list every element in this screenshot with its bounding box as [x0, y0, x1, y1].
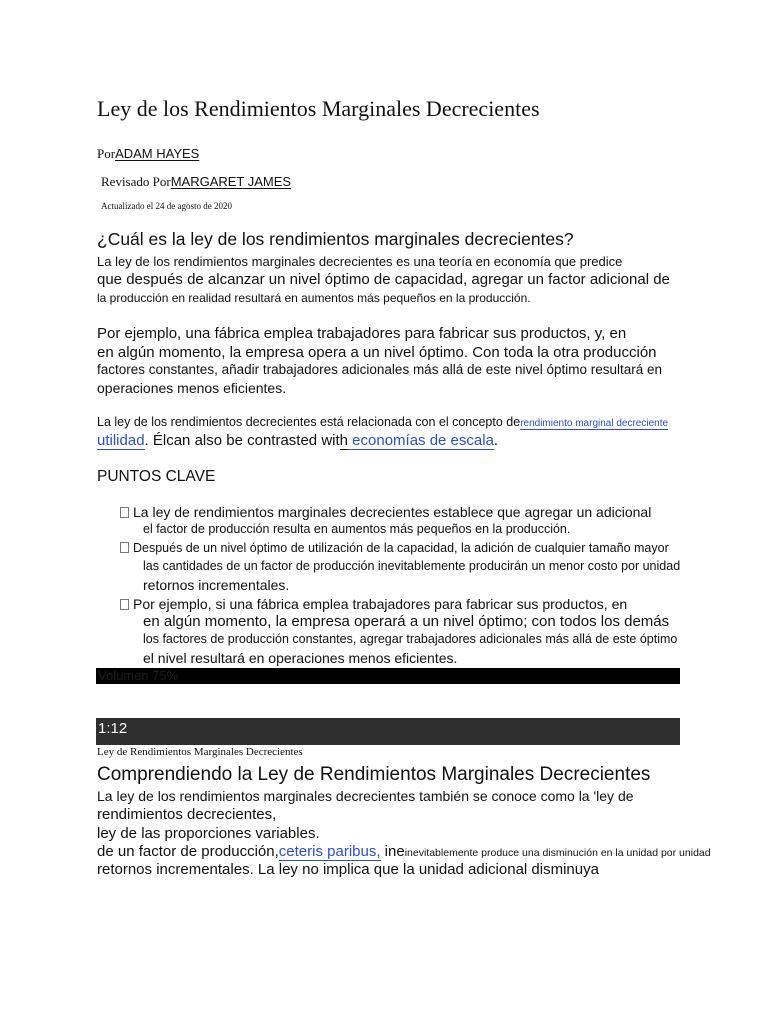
related-concept-line — [97, 415, 668, 429]
marginal-link[interactable]: rendimiento marginal decreciente — [520, 418, 669, 429]
key-point-line: Después de un nivel óptimo de utilización de la capacidad, la adición de cualquier tamaño mayor — [133, 541, 669, 555]
video-time-bar[interactable] — [96, 718, 680, 745]
volume-label: Volumen 75% — [98, 668, 179, 683]
paragraph-line: La ley de los rendimientos marginales decrecientes es una teoría en economía que predice — [97, 254, 623, 269]
paragraph-line: retornos incrementales. La ley no implica que la unidad adicional disminuya — [97, 861, 599, 878]
section-heading-understanding: Comprendiendo la Ley de Rendimientos Marginales Decrecientes — [97, 764, 651, 785]
paragraph-line: La ley de los rendimientos marginales decrecientes también se conoce como la 'ley de — [97, 788, 634, 804]
line4-mid: ine — [380, 843, 405, 860]
byline — [97, 146, 199, 162]
author-link[interactable]: ADAM HAYES — [115, 146, 200, 161]
paragraph-line: operaciones menos eficientes. — [97, 380, 287, 396]
video-time: 1:12 — [98, 720, 128, 737]
line4-small: inevitablemente produce una disminución en la unidad por unidad — [404, 847, 711, 859]
reviewer-link[interactable]: MARGARET JAMES — [170, 174, 292, 189]
utility-link[interactable]: utilidad — [97, 432, 145, 449]
economies-of-scale-link[interactable]: economías de escala — [348, 432, 494, 449]
page-title: Ley de los Rendimientos Marginales Decrecientes — [97, 96, 540, 121]
paragraph-line: rendimientos decrecientes, — [97, 806, 277, 823]
paragraph-line: en algún momento, la empresa opera a un nivel óptimo. Con toda la otra producción — [97, 344, 657, 361]
reviewed-by — [101, 174, 295, 190]
contrast-end: . — [493, 432, 499, 449]
key-point-line: retornos incrementales. — [143, 577, 290, 593]
paragraph-line — [97, 843, 711, 860]
key-point-item — [120, 541, 669, 555]
bullet-icon — [120, 507, 129, 518]
paragraph-line: Por ejemplo, una fábrica emplea trabajadores para fabricar sus productos, y, en — [97, 325, 627, 342]
key-point-item — [120, 596, 627, 612]
video-caption: Ley de Rendimientos Marginales Decrecientes — [97, 746, 303, 758]
section-heading-what-is: ¿Cuál es la ley de los rendimientos marginales decrecientes? — [97, 229, 574, 249]
paragraph-line: la producción en realidad resultará en aumentos más pequeños en la producción. — [97, 291, 531, 305]
updated-date: Actualizado el 24 de agosto de 2020 — [101, 201, 232, 211]
related-text: La ley de los rendimientos decrecientes está relacionada con el concepto de — [97, 415, 521, 429]
key-point-line: el nivel resultará en operaciones menos eficientes. — [143, 650, 458, 666]
contrast-line — [97, 432, 498, 449]
line4-before: de un factor de producción, — [97, 843, 279, 860]
key-point-line: los factores de producción constantes, agregar trabajadores adicionales más allá de este óptimo — [143, 632, 678, 646]
paragraph-line: factores constantes, añadir trabajadores adicionales más allá de este nivel óptimo resultará en — [97, 362, 663, 377]
byline-prefix: Por — [97, 146, 116, 161]
bullet-icon — [120, 599, 129, 610]
paragraph-line: que después de alcanzar un nivel óptimo de capacidad, agregar un factor adicional de — [97, 271, 670, 288]
paragraph-line: ley de las proporciones variables. — [97, 825, 320, 842]
key-point-line: Por ejemplo, si una fábrica emplea trabajadores para fabricar sus productos, en — [133, 596, 628, 612]
key-point-line: La ley de rendimientos marginales decrecientes establece que agregar un adicional — [133, 504, 652, 520]
contrast-text-h: h — [339, 432, 348, 449]
video-volume-bar[interactable] — [96, 668, 680, 684]
key-points-heading: PUNTOS CLAVE — [97, 468, 216, 485]
reviewed-prefix: Revisado Por — [101, 174, 171, 189]
key-point-line: el factor de producción resulta en aumentos más pequeños en la producción. — [143, 522, 571, 536]
ceteris-paribus-link[interactable]: ceteris paribus, — [278, 843, 381, 860]
bullet-icon — [120, 542, 129, 553]
contrast-text: . Élcan also be contrasted wit — [144, 432, 340, 449]
key-point-item — [120, 504, 651, 520]
key-point-line: en algún momento, la empresa operará a un nivel óptimo; con todos los demás — [143, 613, 670, 630]
key-point-line: las cantidades de un factor de producción inevitablemente producirán un menor costo por unidad — [143, 559, 681, 573]
